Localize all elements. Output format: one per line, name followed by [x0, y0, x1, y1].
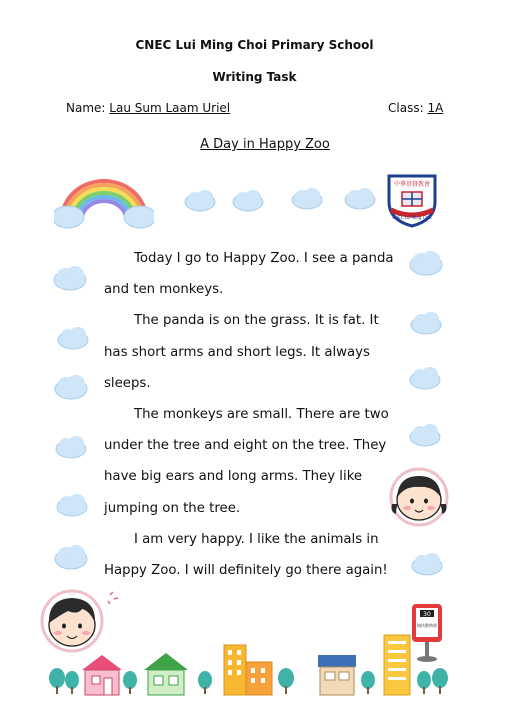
- shop-building-icon: [318, 655, 356, 695]
- cloud-icon: [343, 186, 377, 210]
- cloud-icon: [55, 492, 89, 518]
- school-name: CNEC Lui Ming Choi Primary School: [135, 38, 374, 52]
- tree-icon: [49, 668, 65, 694]
- story-title: A Day in Happy Zoo: [200, 137, 330, 152]
- story-paragraph: Today I go to Happy Zoo. I see a panda and ten monkeys.: [104, 251, 394, 298]
- cloud-icon: [56, 325, 90, 351]
- street-scene: [42, 600, 467, 702]
- cloud-icon: [53, 543, 89, 571]
- cloud-icon: [183, 188, 217, 212]
- task-title: Writing Task: [212, 70, 297, 84]
- name-row: [66, 101, 230, 115]
- bus-stop-sign-icon: [412, 604, 442, 662]
- bus-route-number: 30: [423, 611, 431, 618]
- tree-icon: [65, 671, 79, 694]
- cloud-icon: [409, 310, 443, 336]
- green-house-icon: [144, 653, 188, 695]
- tree-icon: [123, 671, 137, 694]
- cloud-icon: [408, 365, 442, 391]
- badge-top-text: 中華基督教會: [393, 181, 431, 188]
- tree-icon: [198, 671, 212, 694]
- name-value: Lau Sum Laam Uriel: [109, 101, 231, 115]
- class-label: Class:: [388, 101, 424, 115]
- pink-house-icon: [82, 655, 122, 695]
- story-paragraph: The panda is on the grass. It is fat. It has short arms and short legs. It always sleeps.: [104, 313, 379, 391]
- cloud-icon: [231, 188, 265, 212]
- story-paragraph: The monkeys are small. There are two under the tree and eight on the tree. They have big ears and long arms. They like jumping on the tree.: [104, 407, 389, 516]
- class-value: 1A: [427, 101, 444, 115]
- bus-stop-text: 愉快動物園: [417, 623, 437, 628]
- orange-building-icon: [224, 645, 272, 695]
- cloud-icon: [290, 186, 324, 210]
- cloud-icon: [52, 264, 88, 292]
- cloud-icon: [410, 551, 444, 577]
- badge-ribbon-text: CNEC Lui Ming Choi: [392, 215, 432, 220]
- name-label: Name:: [66, 101, 106, 115]
- tree-icon: [417, 671, 431, 694]
- girl-face-icon: [384, 460, 454, 530]
- tree-icon: [361, 671, 375, 694]
- story-body: [104, 243, 394, 586]
- cloud-icon: [408, 422, 442, 448]
- tall-building-icon: [384, 635, 410, 695]
- story-paragraph: I am very happy. I like the animals in Happy Zoo. I will definitely go there again!: [104, 531, 388, 579]
- cloud-icon: [408, 249, 444, 277]
- school-badge-logo: [385, 172, 439, 228]
- tree-icon: [432, 668, 448, 694]
- rainbow-icon: [54, 173, 154, 231]
- class-row: [388, 101, 443, 115]
- tree-icon: [278, 668, 294, 694]
- cloud-icon: [53, 373, 89, 401]
- cloud-icon: [54, 434, 88, 460]
